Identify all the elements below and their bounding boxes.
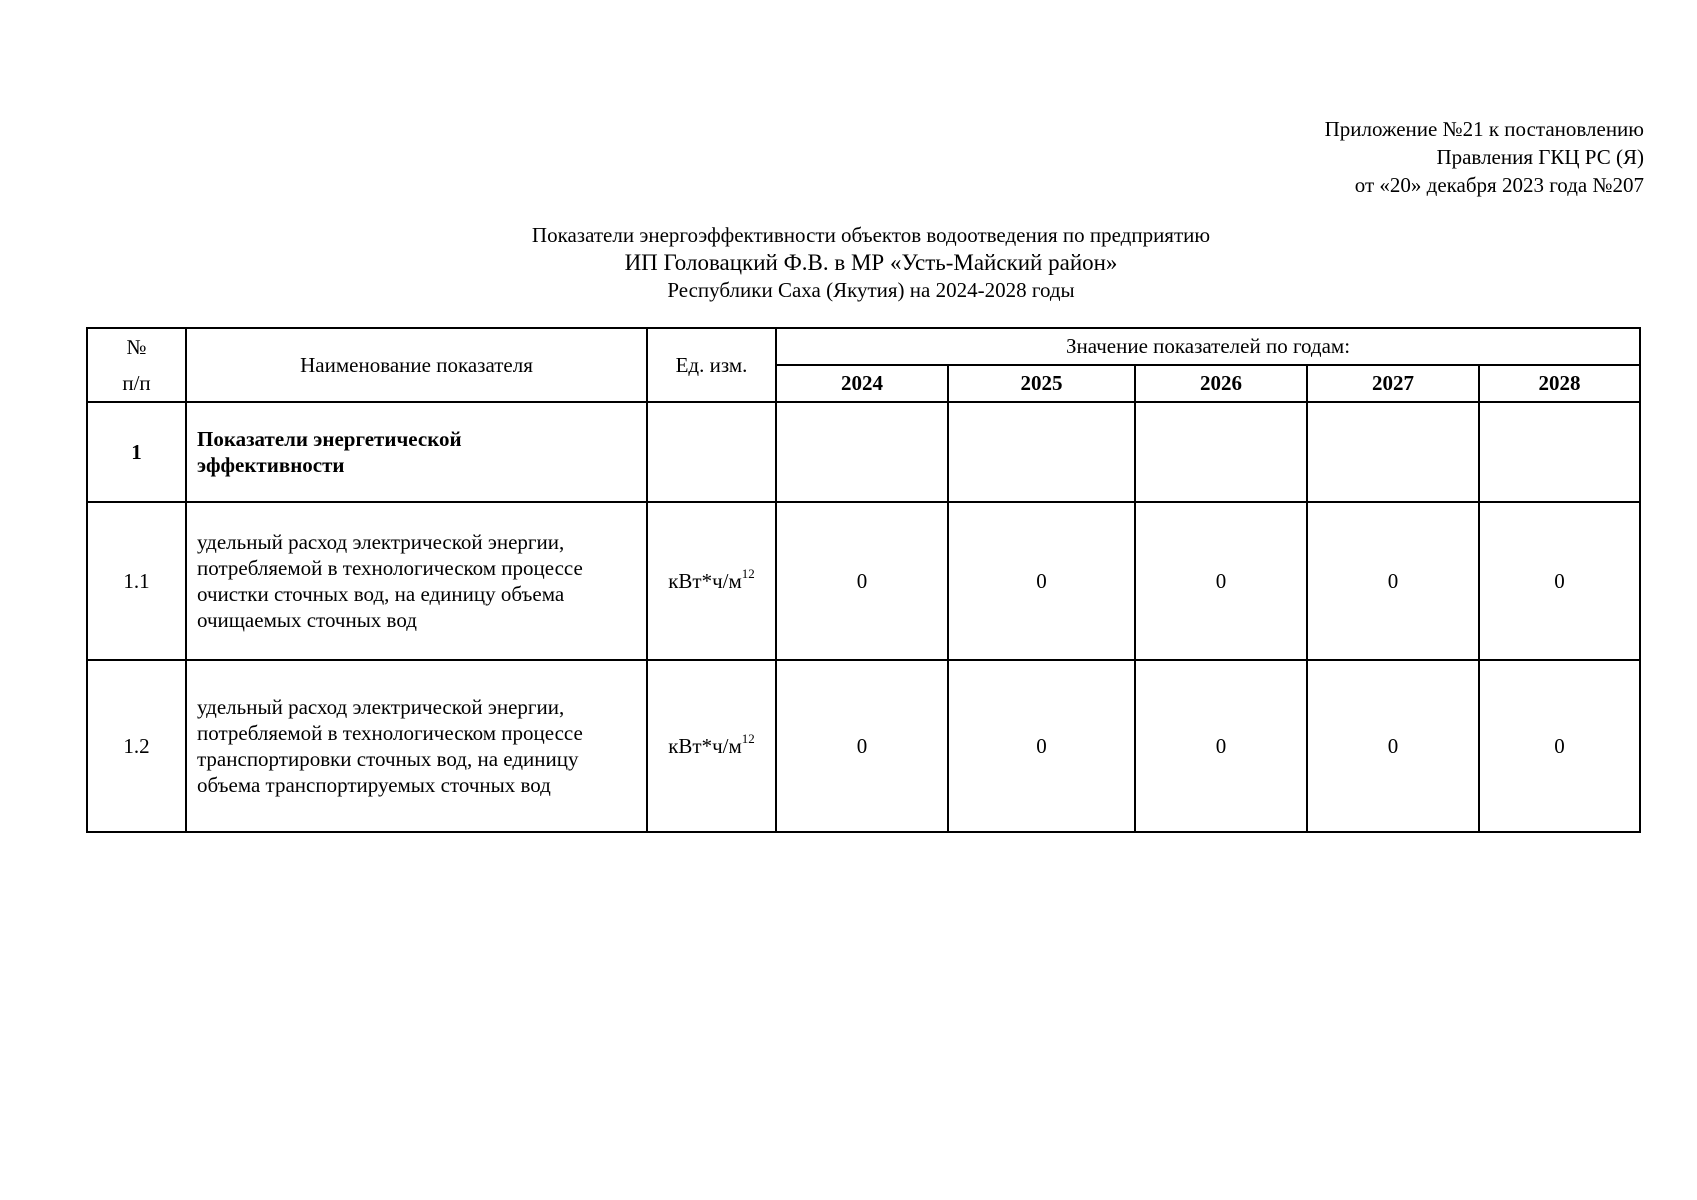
title-line: ИП Головацкий Ф.В. в МР «Усть-Майский район»: [624, 250, 1118, 275]
row-number: 1: [87, 402, 186, 502]
value-cell: 0: [1479, 502, 1640, 660]
value-cell: [1135, 402, 1307, 502]
value-cell: [948, 402, 1135, 502]
title-line: Республики Саха (Якутия) на 2024-2028 годы: [667, 278, 1075, 302]
header-unit: Ед. изм.: [647, 328, 776, 402]
row-number: 1.2: [87, 660, 186, 832]
value-cell: 0: [776, 502, 948, 660]
header-year: 2028: [1479, 365, 1640, 402]
unit-text: кВт*ч/м: [668, 734, 742, 758]
value-cell: 0: [776, 660, 948, 832]
value-cell: 0: [1307, 502, 1479, 660]
header-values-by-year: Значение показателей по годам:: [776, 328, 1640, 365]
document-title: [0, 222, 1697, 303]
appendix-line: Правления ГКЦ РС (Я): [1436, 145, 1644, 169]
header-year: 2027: [1307, 365, 1479, 402]
indicator-name-line: транспортировки сточных вод, на единицу: [197, 747, 579, 771]
header-number-pp: п/п: [122, 371, 151, 395]
value-cell: [1307, 402, 1479, 502]
value-cell: [1479, 402, 1640, 502]
value-cell: 0: [1479, 660, 1640, 832]
indicator-name-line: удельный расход электрической энергии,: [197, 530, 565, 554]
indicator-name: [186, 660, 647, 832]
unit-cell: [647, 660, 776, 832]
unit-text: кВт*ч/м: [668, 569, 742, 593]
table-row: [87, 402, 1640, 502]
header-row-number: [87, 328, 186, 402]
title-line: Показатели энергоэффективности объектов водоотведения по предприятию: [531, 223, 1211, 247]
value-cell: 0: [1135, 502, 1307, 660]
header-year: 2026: [1135, 365, 1307, 402]
value-cell: 0: [948, 502, 1135, 660]
value-cell: 0: [948, 660, 1135, 832]
indicator-name-line: очистки сточных вод, на единицу объема: [197, 582, 565, 606]
appendix-line: Приложение №21 к постановлению: [1324, 117, 1644, 141]
unit-cell: [647, 402, 776, 502]
indicator-name-line: объема транспортируемых сточных вод: [197, 773, 551, 797]
appendix-line: от «20» декабря 2023 года №207: [1354, 173, 1644, 197]
appendix-reference: [1325, 115, 1644, 199]
indicator-name-line: очищаемых сточных вод: [197, 608, 417, 632]
indicator-name-line: потребляемой в технологическом процессе: [197, 556, 583, 580]
header-year: 2024: [776, 365, 948, 402]
indicator-name-line: Показатели энергетической: [197, 427, 462, 451]
unit-footnote: 12: [741, 731, 755, 746]
value-cell: 0: [1135, 660, 1307, 832]
header-number-sign: №: [126, 335, 147, 359]
row-number: 1.1: [87, 502, 186, 660]
indicator-name: [186, 402, 647, 502]
unit-footnote: 12: [741, 566, 755, 581]
header-indicator-name: Наименование показателя: [186, 328, 647, 402]
indicator-name-line: потребляемой в технологическом процессе: [197, 721, 583, 745]
unit-cell: [647, 502, 776, 660]
indicator-name-line: удельный расход электрической энергии,: [197, 695, 565, 719]
value-cell: 0: [1307, 660, 1479, 832]
indicator-name-line: эффективности: [197, 453, 345, 477]
value-cell: [776, 402, 948, 502]
table-row: [87, 660, 1640, 832]
header-year: 2025: [948, 365, 1135, 402]
indicators-table: [86, 327, 1641, 833]
table-row: [87, 502, 1640, 660]
indicator-name: [186, 502, 647, 660]
